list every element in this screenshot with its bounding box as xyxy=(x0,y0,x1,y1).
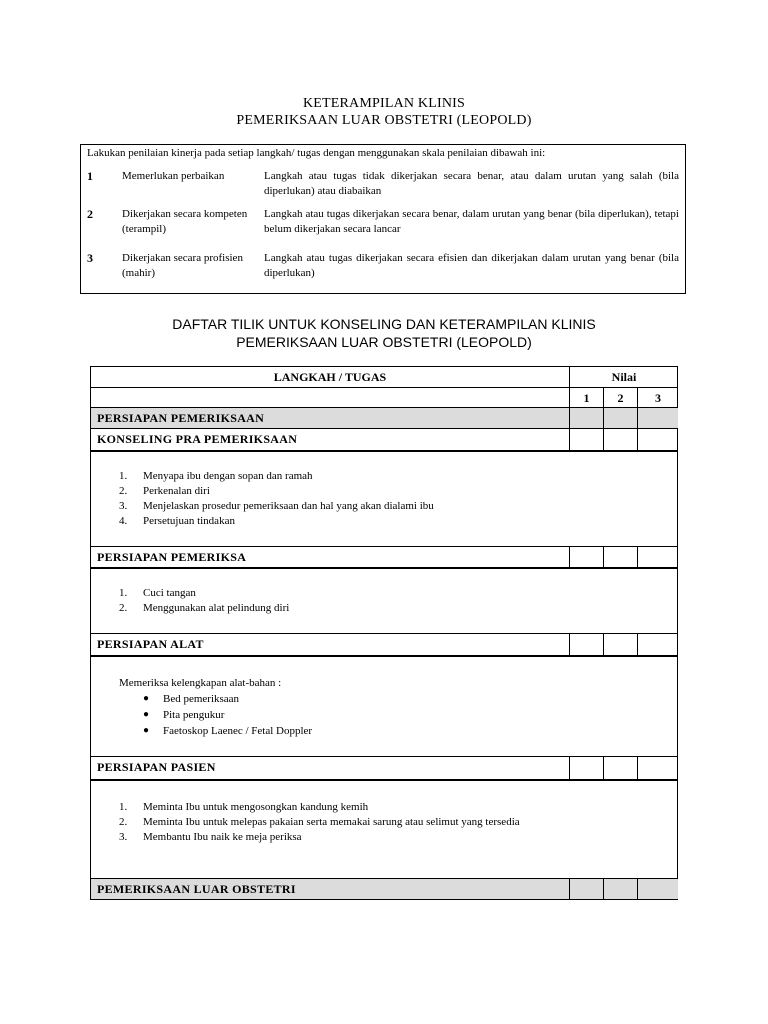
list-item: 2. Menggunakan alat pelindung diri xyxy=(119,602,290,614)
document-title-line2: PEMERIKSAAN LUAR OBSTETRI (LEOPOLD) xyxy=(236,113,532,128)
score-col-1: 1 xyxy=(569,388,603,408)
list-item: 3. Menjelaskan prosedur pemeriksaan dan hal yang akan dialami ibu xyxy=(119,500,434,512)
konseling-steps-list xyxy=(119,469,434,529)
scale-description: Langkah atau tugas dikerjakan secara benar, dalam urutan yang benar (bila diperlukan), tetapi belum dikerjakan secara lancar xyxy=(264,208,679,235)
checklist-title xyxy=(0,315,768,351)
section-row-persiapan-pasien xyxy=(90,756,678,781)
score-cell-1[interactable] xyxy=(569,547,603,568)
section-label: KONSELING PRA PEMERIKSAAN xyxy=(97,431,298,446)
checklist-title-line2: PEMERIKSAAN LUAR OBSTETRI (LEOPOLD) xyxy=(236,334,532,350)
content-persiapan-pemeriksa xyxy=(90,567,678,634)
list-item: 2. Perkenalan diri xyxy=(119,485,210,497)
score-cell-2[interactable] xyxy=(603,429,637,451)
content-konseling xyxy=(90,450,678,547)
section-row-persiapan-alat xyxy=(90,633,678,657)
list-item: ● Faetoskop Laenec / Fetal Doppler xyxy=(143,725,313,737)
section-label: PERSIAPAN PEMERIKSAAN xyxy=(97,411,265,425)
document-title xyxy=(0,95,768,129)
score-col-2: 2 xyxy=(603,388,637,408)
section-label: PERSIAPAN ALAT xyxy=(97,636,204,651)
section-label: PERSIAPAN PASIEN xyxy=(97,759,216,774)
scale-name: Memerlukan perbaikan xyxy=(122,170,225,182)
score-cell-2[interactable] xyxy=(603,757,637,780)
score-cell-2[interactable] xyxy=(603,879,637,899)
pemeriksa-steps-list xyxy=(119,586,289,616)
section-row-konseling xyxy=(90,428,678,452)
section-row-persiapan-pemeriksa xyxy=(90,546,678,569)
content-persiapan-alat xyxy=(90,655,678,757)
section-row-persiapan-pemeriksaan xyxy=(90,407,678,429)
table-subheader-row xyxy=(90,387,678,409)
score-cell-3[interactable] xyxy=(637,879,678,899)
score-cell-3[interactable] xyxy=(637,634,678,656)
score-cell-3[interactable] xyxy=(637,757,678,780)
list-item: 2. Meminta Ibu untuk melepas pakaian serta memakai sarung atau selimut yang tersedia xyxy=(119,816,520,828)
list-item: 1. Menyapa ibu dengan sopan dan ramah xyxy=(119,470,313,482)
section-row-pemeriksaan-luar xyxy=(90,878,678,900)
score-cell-2[interactable] xyxy=(603,634,637,656)
content-persiapan-pasien xyxy=(90,779,678,879)
document-title-line1: KETERAMPILAN KLINIS xyxy=(302,96,466,111)
column-header-task: LANGKAH / TUGAS xyxy=(273,370,387,384)
scale-description: Langkah atau tugas dikerjakan secara efisien dan dikerjakan dalam urutan yang benar (bila diperlukan) xyxy=(264,252,679,279)
scale-description: Langkah atau tugas tidak dikerjakan secara benar, atau dalam urutan yang salah (bila diperlukan) atau diabaikan xyxy=(264,170,679,197)
list-item: 4. Persetujuan tindakan xyxy=(119,515,235,527)
score-cell-3[interactable] xyxy=(637,408,678,428)
scale-name: Dikerjakan secara profisien (mahir) xyxy=(122,252,243,279)
rating-scale-box xyxy=(80,144,686,294)
score-cell-1[interactable] xyxy=(569,429,603,451)
table-header-row xyxy=(90,366,678,388)
checklist-title-line1: DAFTAR TILIK UNTUK KONSELING DAN KETERAMPILAN KLINIS xyxy=(172,316,596,332)
score-col-3: 3 xyxy=(637,388,678,408)
column-header-score: Nilai xyxy=(569,367,678,387)
list-item: 1. Cuci tangan xyxy=(119,587,196,599)
scale-number: 1 xyxy=(87,169,93,183)
section-label: PEMERIKSAAN LUAR OBSTETRI xyxy=(97,881,296,896)
score-cell-1[interactable] xyxy=(569,408,603,428)
alat-intro: Memeriksa kelengkapan alat-bahan : xyxy=(119,677,282,689)
pasien-steps-list xyxy=(119,800,520,845)
list-item: 1. Meminta Ibu untuk mengosongkan kandung kemih xyxy=(119,801,369,813)
score-cell-1[interactable] xyxy=(569,634,603,656)
scale-name: Dikerjakan secara kompeten (terampil) xyxy=(122,208,248,235)
list-item: ● Bed pemeriksaan xyxy=(143,693,240,705)
alat-items-list xyxy=(143,691,312,739)
list-item: 3. Membantu Ibu naik ke meja periksa xyxy=(119,831,302,843)
score-cell-1[interactable] xyxy=(569,879,603,899)
list-item: ● Pita pengukur xyxy=(143,709,225,721)
score-cell-3[interactable] xyxy=(637,429,678,451)
score-cell-3[interactable] xyxy=(637,547,678,568)
score-cell-2[interactable] xyxy=(603,408,637,428)
section-label: PERSIAPAN PEMERIKSA xyxy=(97,549,247,564)
score-cell-2[interactable] xyxy=(603,547,637,568)
scale-number: 3 xyxy=(87,251,93,265)
rating-scale-intro: Lakukan penilaian kinerja pada setiap langkah/ tugas dengan menggunakan skala penilaian dibawah ini: xyxy=(87,147,546,159)
score-cell-1[interactable] xyxy=(569,757,603,780)
scale-number: 2 xyxy=(87,207,93,221)
